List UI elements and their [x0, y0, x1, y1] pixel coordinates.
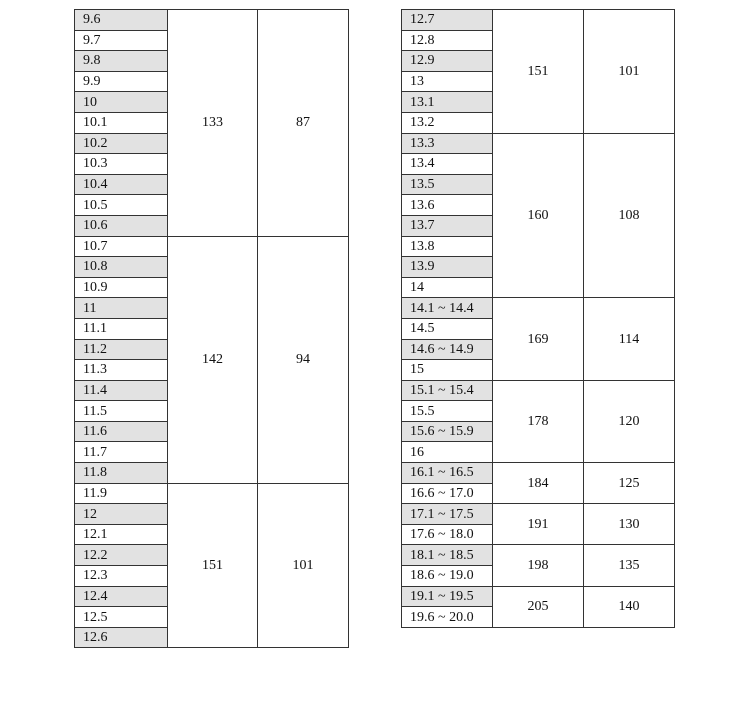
table-row	[402, 545, 675, 566]
row-key-cell: 18.6 ~ 19.0	[402, 566, 493, 587]
row-key-cell: 12.5	[75, 607, 168, 628]
row-key-cell: 19.1 ~ 19.5	[402, 586, 493, 607]
row-key-cell: 12.1	[75, 524, 168, 545]
group-value-1-cell: 151	[168, 483, 258, 648]
row-key-cell: 15.6 ~ 15.9	[402, 421, 493, 442]
row-key-cell: 13.4	[402, 154, 493, 175]
group-value-2-cell: 125	[584, 463, 675, 504]
left-table-body	[75, 10, 349, 648]
row-key-cell: 10.1	[75, 112, 168, 133]
table-row	[75, 483, 349, 504]
row-key-cell: 11.8	[75, 463, 168, 484]
table-row	[402, 298, 675, 319]
group-value-1-cell: 198	[493, 545, 584, 586]
group-value-1-cell: 151	[493, 10, 584, 134]
row-key-cell: 9.9	[75, 71, 168, 92]
row-key-cell: 11.9	[75, 483, 168, 504]
row-key-cell: 11.6	[75, 421, 168, 442]
group-value-2-cell: 140	[584, 586, 675, 627]
group-value-2-cell: 101	[258, 483, 349, 648]
group-value-2-cell: 114	[584, 298, 675, 380]
table-row	[402, 380, 675, 401]
group-value-1-cell: 142	[168, 236, 258, 483]
row-key-cell: 10.6	[75, 215, 168, 236]
group-value-2-cell: 87	[258, 10, 349, 237]
row-key-cell: 13.6	[402, 195, 493, 216]
row-key-cell: 13	[402, 71, 493, 92]
table-row	[402, 504, 675, 525]
row-key-cell: 17.1 ~ 17.5	[402, 504, 493, 525]
table-row	[402, 463, 675, 484]
row-key-cell: 14	[402, 277, 493, 298]
group-value-1-cell: 160	[493, 133, 584, 298]
row-key-cell: 10.9	[75, 277, 168, 298]
row-key-cell: 12.6	[75, 627, 168, 648]
right-data-table	[401, 9, 675, 628]
row-key-cell: 11.2	[75, 339, 168, 360]
row-key-cell: 17.6 ~ 18.0	[402, 524, 493, 545]
row-key-cell: 12	[75, 504, 168, 525]
row-key-cell: 14.1 ~ 14.4	[402, 298, 493, 319]
group-value-2-cell: 120	[584, 380, 675, 462]
right-table-body	[402, 10, 675, 628]
row-key-cell: 10.4	[75, 174, 168, 195]
row-key-cell: 16	[402, 442, 493, 463]
row-key-cell: 10.5	[75, 195, 168, 216]
row-key-cell: 13.1	[402, 92, 493, 113]
row-key-cell: 12.8	[402, 30, 493, 51]
row-key-cell: 19.6 ~ 20.0	[402, 607, 493, 628]
row-key-cell: 10	[75, 92, 168, 113]
group-value-1-cell: 205	[493, 586, 584, 627]
group-value-2-cell: 94	[258, 236, 349, 483]
row-key-cell: 9.7	[75, 30, 168, 51]
row-key-cell: 13.3	[402, 133, 493, 154]
table-row	[402, 586, 675, 607]
row-key-cell: 13.8	[402, 236, 493, 257]
group-value-1-cell: 169	[493, 298, 584, 380]
group-value-1-cell: 184	[493, 463, 584, 504]
row-key-cell: 11.1	[75, 318, 168, 339]
table-row	[402, 133, 675, 154]
table-row	[75, 10, 349, 31]
table-row	[402, 10, 675, 31]
group-value-2-cell: 108	[584, 133, 675, 298]
row-key-cell: 11.5	[75, 401, 168, 422]
row-key-cell: 13.2	[402, 112, 493, 133]
group-value-2-cell: 135	[584, 545, 675, 586]
row-key-cell: 11	[75, 298, 168, 319]
left-data-table	[74, 9, 349, 648]
table-row	[75, 236, 349, 257]
row-key-cell: 16.1 ~ 16.5	[402, 463, 493, 484]
row-key-cell: 12.7	[402, 10, 493, 31]
group-value-2-cell: 101	[584, 10, 675, 134]
row-key-cell: 9.6	[75, 10, 168, 31]
row-key-cell: 13.7	[402, 215, 493, 236]
row-key-cell: 11.4	[75, 380, 168, 401]
row-key-cell: 11.3	[75, 360, 168, 381]
row-key-cell: 12.9	[402, 51, 493, 72]
group-value-1-cell: 178	[493, 380, 584, 462]
row-key-cell: 10.8	[75, 257, 168, 278]
row-key-cell: 12.2	[75, 545, 168, 566]
row-key-cell: 15.5	[402, 401, 493, 422]
row-key-cell: 11.7	[75, 442, 168, 463]
row-key-cell: 13.5	[402, 174, 493, 195]
group-value-1-cell: 191	[493, 504, 584, 545]
row-key-cell: 14.5	[402, 318, 493, 339]
row-key-cell: 18.1 ~ 18.5	[402, 545, 493, 566]
group-value-2-cell: 130	[584, 504, 675, 545]
row-key-cell: 9.8	[75, 51, 168, 72]
row-key-cell: 10.7	[75, 236, 168, 257]
row-key-cell: 12.3	[75, 566, 168, 587]
group-value-1-cell: 133	[168, 10, 258, 237]
row-key-cell: 14.6 ~ 14.9	[402, 339, 493, 360]
row-key-cell: 16.6 ~ 17.0	[402, 483, 493, 504]
row-key-cell: 10.2	[75, 133, 168, 154]
row-key-cell: 13.9	[402, 257, 493, 278]
row-key-cell: 15.1 ~ 15.4	[402, 380, 493, 401]
row-key-cell: 15	[402, 360, 493, 381]
row-key-cell: 10.3	[75, 154, 168, 175]
row-key-cell: 12.4	[75, 586, 168, 607]
